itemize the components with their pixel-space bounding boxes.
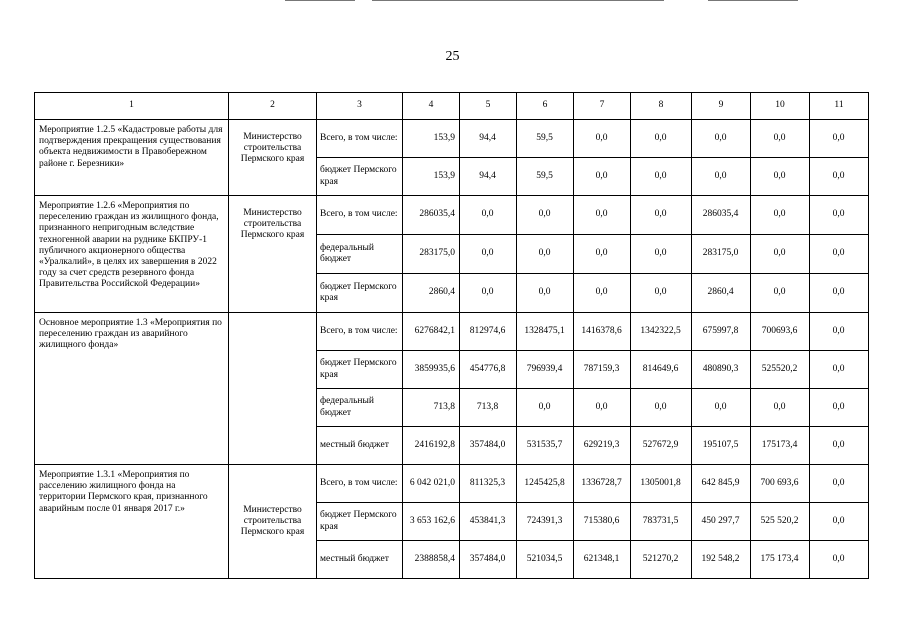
column-number: 1 xyxy=(35,93,229,120)
amount-cell: 192 548,2 xyxy=(692,541,751,579)
amount-cell: 0,0 xyxy=(751,158,810,196)
amount-cell: 0,0 xyxy=(460,196,517,235)
activity-title: Основное мероприятие 1.3 «Мероприятия по переселению граждан из аварийного жилищного фонда» xyxy=(35,313,229,465)
amount-cell: 0,0 xyxy=(631,158,692,196)
amount-cell: 0,0 xyxy=(692,120,751,158)
column-number: 7 xyxy=(574,93,631,120)
amount-cell: 713,8 xyxy=(460,389,517,427)
executor: Министерство строительства Пермского края xyxy=(229,465,317,579)
activity-title: Мероприятие 1.2.5 «Кадастровые работы для подтверждения прекращения существования объекта недвижимости в Правобережном районе г. Березники» xyxy=(35,120,229,196)
amount-cell: 0,0 xyxy=(810,351,869,389)
amount-cell: 724391,3 xyxy=(517,503,574,541)
amount-cell: 0,0 xyxy=(460,235,517,274)
amount-cell: 811325,3 xyxy=(460,465,517,503)
amount-cell: 2388858,4 xyxy=(403,541,460,579)
funding-source: федеральный бюджет xyxy=(317,389,403,427)
amount-cell: 94,4 xyxy=(460,120,517,158)
amount-cell: 0,0 xyxy=(810,196,869,235)
amount-cell: 0,0 xyxy=(810,313,869,351)
amount-cell: 0,0 xyxy=(517,196,574,235)
amount-cell: 453841,3 xyxy=(460,503,517,541)
amount-cell: 0,0 xyxy=(574,235,631,274)
amount-cell: 0,0 xyxy=(751,235,810,274)
amount-cell: 283175,0 xyxy=(403,235,460,274)
table-row xyxy=(35,120,869,158)
activity-title: Мероприятие 1.2.6 «Мероприятия по переселению граждан из жилищного фонда, признанного непригодным вследствие техногенной аварии на руднике БКПРУ-1 публичного акционерного общества «Уралкалий», в целях их завершения в 2022 году за счет средств резервного фонда Правительства Российской Федерации» xyxy=(35,196,229,313)
amount-cell: 1416378,6 xyxy=(574,313,631,351)
amount-cell: 0,0 xyxy=(574,158,631,196)
amount-cell: 450 297,7 xyxy=(692,503,751,541)
funding-source: бюджет Пермского края xyxy=(317,274,403,313)
column-number: 10 xyxy=(751,93,810,120)
amount-cell: 0,0 xyxy=(751,120,810,158)
amount-cell: 94,4 xyxy=(460,158,517,196)
amount-cell: 6 042 021,0 xyxy=(403,465,460,503)
amount-cell: 480890,3 xyxy=(692,351,751,389)
table-row xyxy=(35,196,869,235)
amount-cell: 0,0 xyxy=(631,120,692,158)
executor: Министерство строительства Пермского края xyxy=(229,120,317,196)
amount-cell: 0,0 xyxy=(810,465,869,503)
amount-cell: 0,0 xyxy=(751,196,810,235)
amount-cell: 715380,6 xyxy=(574,503,631,541)
amount-cell: 1305001,8 xyxy=(631,465,692,503)
amount-cell: 2860,4 xyxy=(403,274,460,313)
amount-cell: 0,0 xyxy=(810,158,869,196)
amount-cell: 525520,2 xyxy=(751,351,810,389)
amount-cell: 700693,6 xyxy=(751,313,810,351)
amount-cell: 0,0 xyxy=(692,389,751,427)
amount-cell: 0,0 xyxy=(751,389,810,427)
column-number: 11 xyxy=(810,93,869,120)
column-number: 6 xyxy=(517,93,574,120)
amount-cell: 0,0 xyxy=(574,196,631,235)
amount-cell: 175 173,4 xyxy=(751,541,810,579)
amount-cell: 0,0 xyxy=(574,120,631,158)
funding-source: бюджет Пермского края xyxy=(317,158,403,196)
amount-cell: 1245425,8 xyxy=(517,465,574,503)
amount-cell: 1342322,5 xyxy=(631,313,692,351)
column-number-row xyxy=(35,93,869,120)
amount-cell: 0,0 xyxy=(631,389,692,427)
budget-table xyxy=(34,92,869,579)
table-row xyxy=(35,313,869,351)
funding-source: бюджет Пермского края xyxy=(317,351,403,389)
top-rule-left xyxy=(285,0,355,1)
activity-title: Мероприятие 1.3.1 «Мероприятия по расселению жилищного фонда на территории Пермского края, признанного аварийным после 01 января 2017 г.» xyxy=(35,465,229,579)
amount-cell: 3859935,6 xyxy=(403,351,460,389)
top-rule-right xyxy=(708,0,798,1)
amount-cell: 195107,5 xyxy=(692,427,751,465)
amount-cell: 783731,5 xyxy=(631,503,692,541)
funding-source: федеральный бюджет xyxy=(317,235,403,274)
column-number: 9 xyxy=(692,93,751,120)
amount-cell: 0,0 xyxy=(810,427,869,465)
amount-cell: 521270,2 xyxy=(631,541,692,579)
amount-cell: 286035,4 xyxy=(692,196,751,235)
top-rule-center xyxy=(372,0,664,1)
amount-cell: 2860,4 xyxy=(692,274,751,313)
amount-cell: 521034,5 xyxy=(517,541,574,579)
amount-cell: 0,0 xyxy=(517,274,574,313)
amount-cell: 357484,0 xyxy=(460,541,517,579)
amount-cell: 0,0 xyxy=(460,274,517,313)
funding-source: Всего, в том числе: xyxy=(317,120,403,158)
executor: Министерство строительства Пермского края xyxy=(229,196,317,313)
amount-cell: 1336728,7 xyxy=(574,465,631,503)
amount-cell: 59,5 xyxy=(517,120,574,158)
amount-cell: 153,9 xyxy=(403,120,460,158)
amount-cell: 2416192,8 xyxy=(403,427,460,465)
amount-cell: 0,0 xyxy=(751,274,810,313)
column-number: 4 xyxy=(403,93,460,120)
funding-source: местный бюджет xyxy=(317,541,403,579)
amount-cell: 0,0 xyxy=(810,120,869,158)
amount-cell: 0,0 xyxy=(517,389,574,427)
amount-cell: 0,0 xyxy=(692,158,751,196)
funding-source: местный бюджет xyxy=(317,427,403,465)
amount-cell: 0,0 xyxy=(517,235,574,274)
column-number: 5 xyxy=(460,93,517,120)
amount-cell: 0,0 xyxy=(574,389,631,427)
column-number: 3 xyxy=(317,93,403,120)
executor xyxy=(229,313,317,465)
amount-cell: 454776,8 xyxy=(460,351,517,389)
column-number: 2 xyxy=(229,93,317,120)
amount-cell: 525 520,2 xyxy=(751,503,810,541)
amount-cell: 713,8 xyxy=(403,389,460,427)
amount-cell: 0,0 xyxy=(810,503,869,541)
amount-cell: 357484,0 xyxy=(460,427,517,465)
amount-cell: 642 845,9 xyxy=(692,465,751,503)
amount-cell: 286035,4 xyxy=(403,196,460,235)
funding-source: Всего, в том числе: xyxy=(317,313,403,351)
amount-cell: 59,5 xyxy=(517,158,574,196)
amount-cell: 1328475,1 xyxy=(517,313,574,351)
amount-cell: 0,0 xyxy=(631,235,692,274)
funding-source: Всего, в том числе: xyxy=(317,465,403,503)
amount-cell: 3 653 162,6 xyxy=(403,503,460,541)
amount-cell: 675997,8 xyxy=(692,313,751,351)
amount-cell: 0,0 xyxy=(574,274,631,313)
amount-cell: 0,0 xyxy=(631,274,692,313)
amount-cell: 283175,0 xyxy=(692,235,751,274)
funding-source: Всего, в том числе: xyxy=(317,196,403,235)
amount-cell: 153,9 xyxy=(403,158,460,196)
amount-cell: 0,0 xyxy=(810,274,869,313)
amount-cell: 6276842,1 xyxy=(403,313,460,351)
amount-cell: 531535,7 xyxy=(517,427,574,465)
table-row xyxy=(35,465,869,503)
page-number: 25 xyxy=(445,49,460,64)
amount-cell: 812974,6 xyxy=(460,313,517,351)
amount-cell: 787159,3 xyxy=(574,351,631,389)
column-number: 8 xyxy=(631,93,692,120)
amount-cell: 0,0 xyxy=(810,235,869,274)
amount-cell: 621348,1 xyxy=(574,541,631,579)
amount-cell: 814649,6 xyxy=(631,351,692,389)
amount-cell: 0,0 xyxy=(631,196,692,235)
amount-cell: 0,0 xyxy=(810,541,869,579)
amount-cell: 175173,4 xyxy=(751,427,810,465)
amount-cell: 0,0 xyxy=(810,389,869,427)
funding-source: бюджет Пермского края xyxy=(317,503,403,541)
amount-cell: 629219,3 xyxy=(574,427,631,465)
amount-cell: 796939,4 xyxy=(517,351,574,389)
amount-cell: 700 693,6 xyxy=(751,465,810,503)
amount-cell: 527672,9 xyxy=(631,427,692,465)
